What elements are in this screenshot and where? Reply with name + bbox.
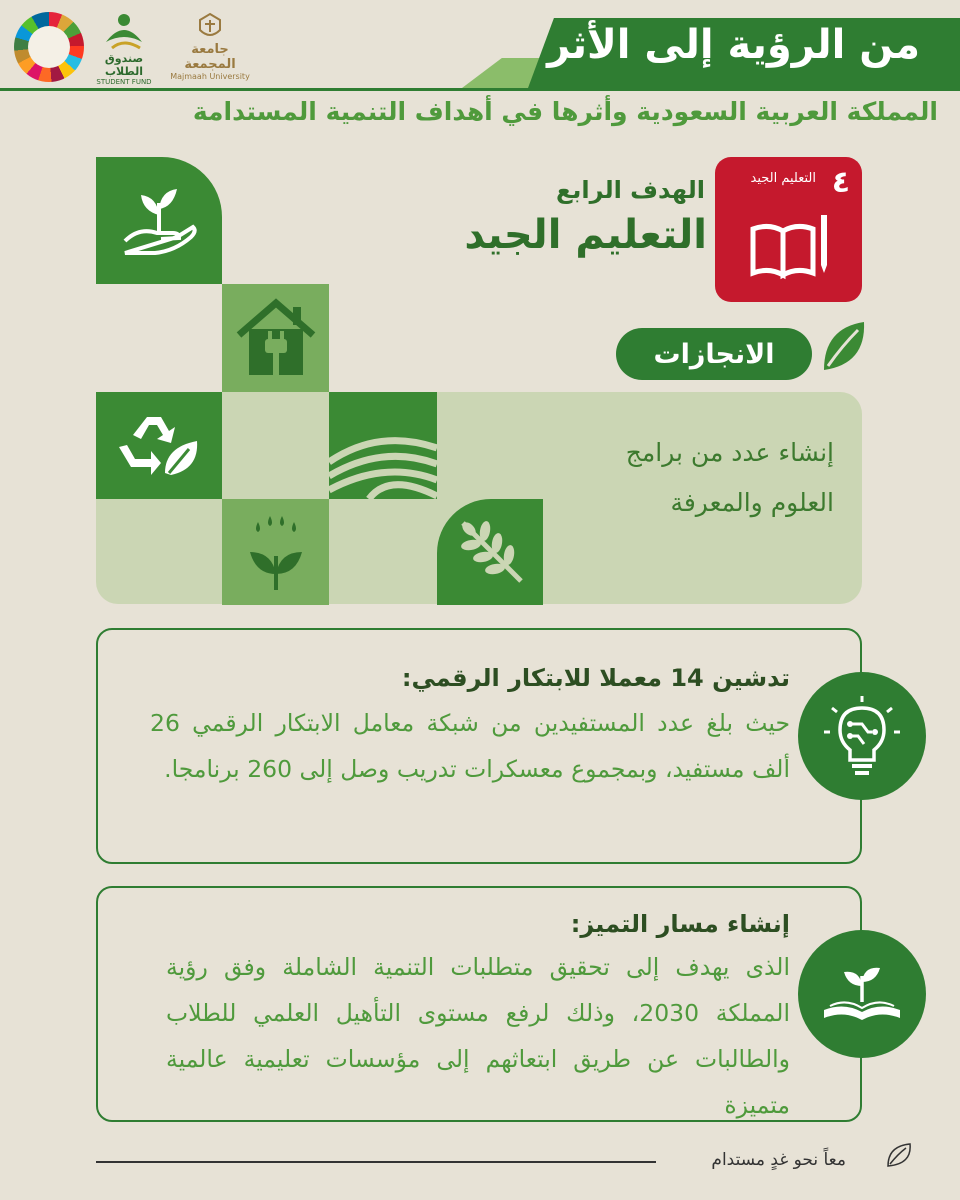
tile-recycle — [96, 392, 222, 499]
tile-blank-center — [222, 392, 329, 499]
book-sprout-icon — [820, 952, 904, 1036]
university-logo — [170, 12, 250, 84]
tile-hand-plant — [96, 157, 222, 284]
card2-icon-circle — [798, 930, 926, 1058]
header-divider — [0, 88, 960, 91]
lightbulb-circuit-icon — [820, 694, 904, 778]
page-title: من الرؤية إلى الأثر — [547, 22, 920, 68]
water-sprout-icon — [236, 512, 316, 592]
footer-slogan: معاً نحو غدٍ مستدام — [711, 1150, 846, 1170]
student-fund-name-en: STUDENT FUND — [96, 78, 152, 86]
card2-body: الذى يهدف إلى تحقيق متطلبات التنمية الشاملة وفق رؤية المملكة 2030، وذلك لرفع مستوى التأهيل العلمي للطلاب والطالبات عن طريق ابتعاثهم إلى مؤسسات تعليمية عالمية متميزة — [166, 953, 790, 1119]
university-emblem-icon — [198, 12, 222, 40]
book-pencil-icon — [749, 215, 833, 281]
footer-leaf-icon — [884, 1140, 914, 1170]
sdg-number: ٤ — [831, 165, 850, 200]
goal-subheading: الهدف الرابع — [556, 176, 705, 204]
house-plug-icon — [233, 295, 319, 381]
sdg4-badge — [715, 157, 862, 302]
card1-body: حيث بلغ عدد المستفيدين من شبكة معامل الابتكار الرقمي 26 ألف مستفيد، وبمجموع معسكرات تدريب وصل إلى 260 برنامجا. — [150, 709, 790, 783]
card2-title: إنشاء مسار التميز: — [570, 910, 790, 938]
card1-title: تدشين 14 معملا للابتكار الرقمي: — [401, 664, 790, 692]
sdg-label: التعليم الجيد — [750, 171, 816, 186]
tile-water-sprout — [222, 499, 329, 605]
sdg-wheel-center — [28, 26, 70, 68]
leaf-icon — [818, 318, 868, 376]
tile-house-plug — [222, 284, 329, 392]
wheat-icon — [447, 509, 533, 595]
goal-heading: التعليم الجيد — [464, 212, 707, 258]
fields-icon — [329, 392, 437, 499]
university-name-en: Majmaah University — [170, 72, 250, 81]
achievements-text: إنشاء عدد من برامج العلوم والمعرفة — [625, 438, 834, 517]
student-fund-figure-icon — [102, 12, 146, 52]
recycle-leaf-icon — [117, 411, 201, 481]
achievements-label: الانجازات — [616, 328, 812, 380]
student-fund-name-ar: صندوق الطلاب — [104, 52, 144, 78]
page-subtitle: المملكة العربية السعودية وأثرها في أهداف التنمية المستدامة — [192, 97, 938, 126]
card1-icon-circle — [798, 672, 926, 800]
university-name-ar: جامعة المجمعة — [184, 42, 236, 72]
hand-plant-icon — [119, 181, 199, 261]
tile-wheat — [437, 499, 543, 605]
tile-fields — [329, 392, 437, 499]
student-fund-logo — [88, 12, 160, 84]
footer-divider — [96, 1161, 656, 1163]
sdg-wheel-logo — [14, 12, 84, 82]
